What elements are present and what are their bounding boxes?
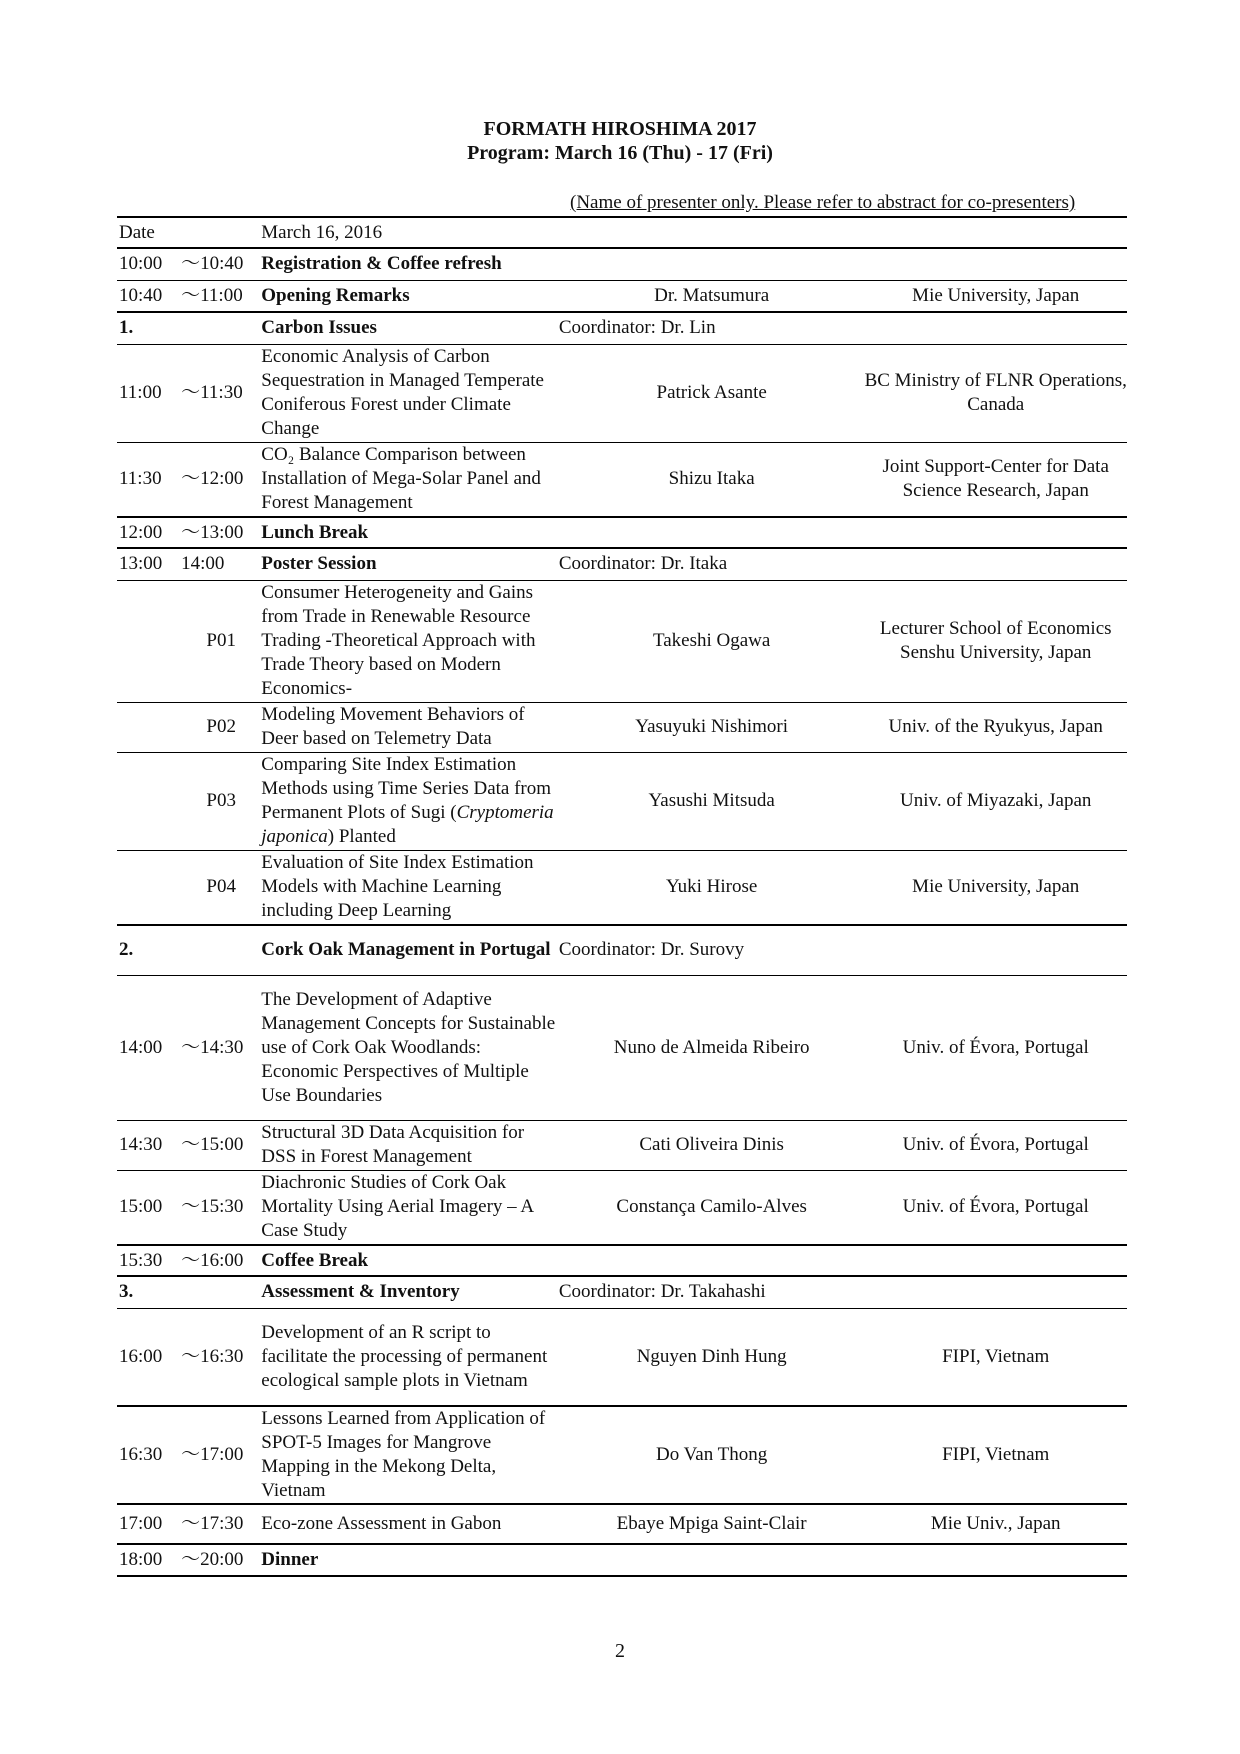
start-time-cell [117,702,181,752]
start-time-cell [117,850,181,925]
talk-title-cell: Evaluation of Site Index Estimation Models with Machine Learning including Deep Learning [261,850,559,925]
presenter-cell [559,217,865,248]
end-time-cell: ～17:30 [181,1504,261,1544]
end-time-cell [181,217,261,248]
table-row [117,1406,1127,1504]
start-time-cell: 15:00 [117,1170,181,1245]
end-time-cell: ～13:00 [181,517,261,548]
table-header-row [117,217,1127,248]
session-title-cell: Carbon Issues [261,312,559,344]
talk-title-cell: Coffee Break [261,1245,559,1276]
table-row [117,580,1127,702]
presenter-cell [559,1245,865,1276]
table-row [117,702,1127,752]
table-row [117,752,1127,850]
presenter-cell: Yasuyuki Nishimori [559,702,865,752]
start-time-cell [117,752,181,850]
start-time-cell: 16:30 [117,1406,181,1504]
end-time-cell: ～16:30 [181,1308,261,1406]
table-row [117,548,1127,580]
page-number: 2 [615,1640,625,1662]
affiliation-cell: FIPI, Vietnam [864,1308,1127,1406]
presenter-cell: Patrick Asante [559,344,865,442]
talk-title-cell: Modeling Movement Behaviors of Deer based on Telemetry Data [261,702,559,752]
affiliation-cell: BC Ministry of FLNR Operations, Canada [864,344,1127,442]
talk-title-cell: Comparing Site Index Estimation Methods using Time Series Data from Permanent Plots of Sugi (Cryptomeria japonica) Planted [261,752,559,850]
table-row [117,1308,1127,1406]
program-table [117,216,1127,1577]
start-time-cell: 3. [117,1276,181,1308]
coordinator-cell: Coordinator: Dr. Itaka [559,548,865,580]
session-title-cell: Poster Session [261,548,559,580]
poster-code-cell: P04 [181,850,261,925]
table-row [117,925,1127,975]
presenter-cell: Yuki Hirose [559,850,865,925]
presenter-cell: Ebaye Mpiga Saint-Clair [559,1504,865,1544]
affiliation-cell [864,248,1127,280]
talk-title-cell: CO₂ Balance Comparison between Installation of Mega-Solar Panel and Forest Management [261,442,559,517]
talk-title-cell: Eco-zone Assessment in Gabon [261,1504,559,1544]
affiliation-cell [864,1544,1127,1576]
presenter-cell: Do Van Thong [559,1406,865,1504]
table-row [117,1170,1127,1245]
presenter-cell: Takeshi Ogawa [559,580,865,702]
presenter-cell: Dr. Matsumura [559,280,865,312]
start-time-cell: 13:00 [117,548,181,580]
poster-code-cell: P02 [181,702,261,752]
table-row [117,1544,1127,1576]
table-row [117,975,1127,1120]
talk-title-cell: Consumer Heterogeneity and Gains from Trade in Renewable Resource Trading -Theoretical Approach with Trade Theory based on Modern Economics- [261,580,559,702]
start-time-cell: 14:00 [117,975,181,1120]
start-time-cell [117,580,181,702]
presenter-cell: Cati Oliveira Dinis [559,1120,865,1170]
presenter-cell: Constança Camilo-Alves [559,1170,865,1245]
start-time-cell: 18:00 [117,1544,181,1576]
presenter-note: (Name of presenter only. Please refer to abstract for co-presenters) [570,192,1076,213]
start-time-cell: 10:40 [117,280,181,312]
affiliation-cell: Joint Support-Center for Data Science Research, Japan [864,442,1127,517]
affiliation-cell: Univ. of Évora, Portugal [864,1170,1127,1245]
affiliation-cell [864,548,1127,580]
table-row [117,517,1127,548]
end-time-cell [181,925,261,975]
table-row [117,1276,1127,1308]
presenter-cell [559,248,865,280]
talk-title-cell: Economic Analysis of Carbon Sequestration in Managed Temperate Coniferous Forest under Climate Change [261,344,559,442]
affiliation-cell: Lecturer School of Economics Senshu University, Japan [864,580,1127,702]
affiliation-cell: Mie University, Japan [864,280,1127,312]
start-time-cell: 11:30 [117,442,181,517]
presenter-cell [559,517,865,548]
affiliation-cell [864,312,1127,344]
presenter-cell: Yasushi Mitsuda [559,752,865,850]
talk-title-cell: March 16, 2016 [261,217,559,248]
end-time-cell: ～11:00 [181,280,261,312]
end-time-cell [181,312,261,344]
table-row [117,850,1127,925]
affiliation-cell [864,217,1127,248]
table-row [117,1245,1127,1276]
affiliation-cell: FIPI, Vietnam [864,1406,1127,1504]
session-title-cell: Assessment & Inventory [261,1276,559,1308]
start-time-cell: Date [117,217,181,248]
affiliation-cell: Univ. of Évora, Portugal [864,975,1127,1120]
start-time-cell: 1. [117,312,181,344]
start-time-cell: 14:30 [117,1120,181,1170]
presenter-cell: Shizu Itaka [559,442,865,517]
end-time-cell: ～10:40 [181,248,261,280]
start-time-cell: 17:00 [117,1504,181,1544]
end-time-cell: ～11:30 [181,344,261,442]
talk-title-cell: Dinner [261,1544,559,1576]
affiliation-cell [864,1245,1127,1276]
talk-title-cell: The Development of Adaptive Management Concepts for Sustainable use of Cork Oak Woodlands: Economic Perspectives of Multiple Use Boundaries [261,975,559,1120]
end-time-cell: ～16:00 [181,1245,261,1276]
talk-title-cell: Lunch Break [261,517,559,548]
table-row [117,312,1127,344]
coordinator-cell: Coordinator: Dr. Lin [559,312,865,344]
talk-title-cell: Diachronic Studies of Cork Oak Mortality Using Aerial Imagery – A Case Study [261,1170,559,1245]
start-time-cell: 12:00 [117,517,181,548]
table-row [117,1504,1127,1544]
session-title-cell: Cork Oak Management in Portugal [261,925,559,975]
affiliation-cell: Mie Univ., Japan [864,1504,1127,1544]
start-time-cell: 15:30 [117,1245,181,1276]
presenter-cell: Nuno de Almeida Ribeiro [559,975,865,1120]
table-row [117,442,1127,517]
end-time-cell: ～12:00 [181,442,261,517]
end-time-cell [181,1276,261,1308]
coordinator-cell: Coordinator: Dr. Surovy [559,925,865,975]
affiliation-cell: Univ. of the Ryukyus, Japan [864,702,1127,752]
presenter-cell: Nguyen Dinh Hung [559,1308,865,1406]
program-subtitle: Program: March 16 (Thu) - 17 (Fri) [467,142,773,164]
talk-title-cell: Lessons Learned from Application of SPOT-5 Images for Mangrove Mapping in the Mekong Delta, Vietnam [261,1406,559,1504]
table-row [117,344,1127,442]
start-time-cell: 16:00 [117,1308,181,1406]
table-row [117,248,1127,280]
start-time-cell: 2. [117,925,181,975]
affiliation-cell [864,517,1127,548]
poster-code-cell: P01 [181,580,261,702]
affiliation-cell: Univ. of Évora, Portugal [864,1120,1127,1170]
start-time-cell: 11:00 [117,344,181,442]
table-row [117,280,1127,312]
coordinator-cell: Coordinator: Dr. Takahashi [559,1276,865,1308]
start-time-cell: 10:00 [117,248,181,280]
end-time-cell: ～14:30 [181,975,261,1120]
affiliation-cell [864,925,1127,975]
document-title: FORMATH HIROSHIMA 2017 [483,118,757,140]
end-time-cell: 14:00 [181,548,261,580]
affiliation-cell [864,1276,1127,1308]
poster-code-cell: P03 [181,752,261,850]
presenter-cell [559,1544,865,1576]
talk-title-cell: Development of an R script to facilitate the processing of permanent ecological sample plots in Vietnam [261,1308,559,1406]
affiliation-cell: Mie University, Japan [864,850,1127,925]
end-time-cell: ～15:00 [181,1120,261,1170]
talk-title-cell: Registration & Coffee refresh [261,248,559,280]
end-time-cell: ～17:00 [181,1406,261,1504]
talk-title-cell: Opening Remarks [261,280,559,312]
end-time-cell: ～15:30 [181,1170,261,1245]
program-body [117,217,1127,1576]
end-time-cell: ～20:00 [181,1544,261,1576]
table-row [117,1120,1127,1170]
affiliation-cell: Univ. of Miyazaki, Japan [864,752,1127,850]
talk-title-cell: Structural 3D Data Acquisition for DSS in Forest Management [261,1120,559,1170]
